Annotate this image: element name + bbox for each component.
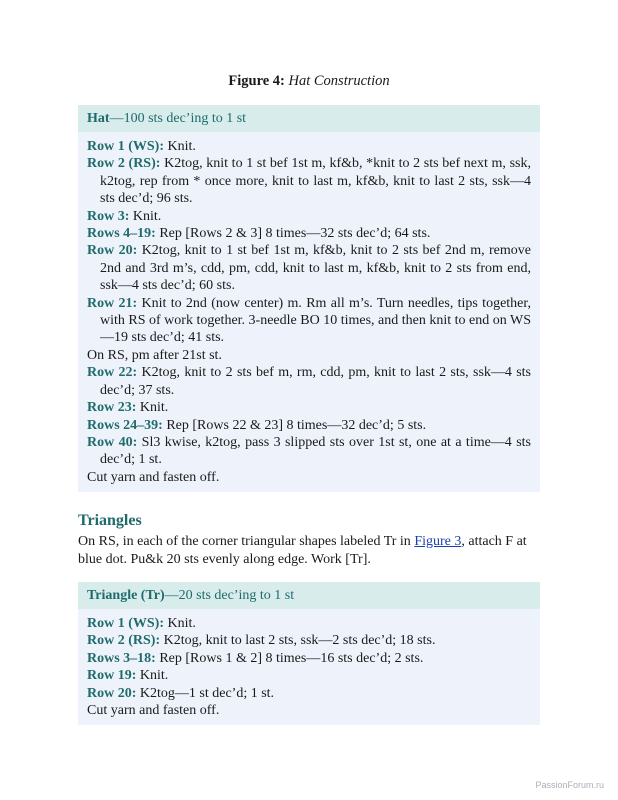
row-label: Row 23:: [87, 400, 137, 416]
row-label: Rows 24–39:: [87, 417, 163, 433]
row-text: Cut yarn and fasten off.: [87, 703, 220, 719]
row-text: Knit.: [164, 139, 196, 154]
instruction-row: [87, 469, 531, 486]
triangle-box-title: Triangle (Tr): [87, 588, 165, 603]
triangle-box-header: [78, 582, 540, 609]
row-label: Row 1 (WS):: [87, 616, 164, 631]
row-label: Row 20:: [87, 685, 137, 701]
row-text: Sl3 kwise, k2tog, pass 3 slipped sts over 1st st, one at a time—4 sts dec’d; 1 st.: [100, 434, 531, 468]
instruction-row: [87, 632, 531, 649]
triangles-para-before: On RS, in each of the corner triangular shapes labeled Tr in: [78, 534, 415, 549]
triangle-box-subtitle: —20 sts dec’ing to 1 st: [164, 588, 295, 603]
instruction-row: [87, 685, 531, 702]
triangle-instructions-box: [78, 582, 540, 725]
row-text: Knit.: [136, 668, 169, 684]
row-label: Row 20:: [87, 243, 138, 259]
figure-3-link[interactable]: Figure 3: [414, 534, 462, 549]
row-text: Knit.: [164, 616, 196, 631]
row-text: Cut yarn and fasten off.: [87, 469, 220, 485]
row-label: Rows 4–19:: [87, 226, 156, 242]
instruction-row: [87, 155, 531, 207]
row-text: On RS, pm after 21st st.: [87, 347, 222, 363]
instruction-row: [87, 295, 531, 347]
row-text: K2tog—1 st dec’d; 1 st.: [136, 685, 275, 701]
row-text: Rep [Rows 2 & 3] 8 times—32 sts dec’d; 64 sts.: [155, 226, 431, 242]
row-label: Row 22:: [87, 365, 138, 381]
row-text: Knit.: [129, 208, 162, 224]
row-label: Row 2 (RS):: [87, 156, 161, 172]
instruction-row: [87, 434, 531, 469]
row-text: Rep [Rows 1 & 2] 8 times—16 sts dec’d; 2 sts.: [155, 650, 424, 666]
row-label: Row 40:: [87, 434, 138, 450]
row-text: Knit to 2nd (now center) m. Rm all m’s. Turn needles, tips together, with RS of work together. 3-needle BO 10 times, and then knit to end on WS—19 sts dec’d; 41 sts.: [100, 295, 531, 346]
triangle-rows: [78, 609, 540, 725]
row-label: Row 19:: [87, 668, 137, 684]
hat-box-title: Hat: [87, 111, 110, 126]
row-text: K2tog, knit to 2 sts bef m, rm, cdd, pm, knit to last 2 sts, ssk—4 sts dec’d; 37 sts.: [100, 365, 531, 398]
instruction-row: [87, 364, 531, 399]
figure-number: Figure 4:: [228, 73, 285, 89]
hat-box-header: [78, 105, 540, 132]
row-text: K2tog, knit to last 2 sts, ssk—2 sts dec’d; 18 sts.: [160, 633, 436, 649]
instruction-row: [87, 208, 531, 225]
row-text: K2tog, knit to 1 st bef 1st m, kf&b, *knit to 2 sts bef next m, ssk, k2tog, rep from * once more, knit to last m, kf&b, knit to last 2 sts, ssk—4 sts dec’d; 96 sts.: [100, 156, 531, 207]
figure-title: [0, 73, 618, 90]
row-label: Rows 3–18:: [87, 650, 156, 666]
triangles-para-after: , attach F at blue dot. Pu&k 20 sts evenly along edge. Work [Tr].: [78, 534, 527, 567]
hat-rows: [78, 132, 540, 492]
triangles-heading: Triangles: [78, 512, 142, 529]
row-text: K2tog, knit to 1 st bef 1st m, kf&b, knit to 2 sts bef 2nd m, remove 2nd and 3rd m’s, cdd, pm, cdd, knit to last m, kf&b, knit to 2 sts from end, ssk—4 sts dec’d; 60 sts.: [100, 243, 531, 294]
row-text: Knit.: [136, 400, 169, 416]
instruction-row: [87, 347, 531, 364]
row-label: Row 3:: [87, 208, 130, 224]
instruction-row: [87, 225, 531, 242]
row-label: Row 2 (RS):: [87, 633, 161, 649]
instruction-row: [87, 138, 531, 155]
triangles-paragraph: [78, 533, 540, 569]
watermark: PassionForum.ru: [535, 780, 604, 790]
instruction-row: [87, 615, 531, 632]
instruction-row: [87, 702, 531, 719]
instruction-row: [87, 417, 531, 434]
row-label: Row 21:: [87, 295, 138, 311]
instruction-row: [87, 667, 531, 684]
instruction-row: [87, 242, 531, 294]
figure-name: Hat Construction: [288, 73, 390, 89]
hat-instructions-box: [78, 105, 540, 492]
row-label: Row 1 (WS):: [87, 139, 164, 154]
instruction-row: [87, 399, 531, 416]
instruction-row: [87, 650, 531, 667]
row-text: Rep [Rows 22 & 23] 8 times—32 dec’d; 5 sts.: [162, 417, 427, 433]
hat-box-subtitle: —100 sts dec’ing to 1 st: [109, 111, 247, 126]
